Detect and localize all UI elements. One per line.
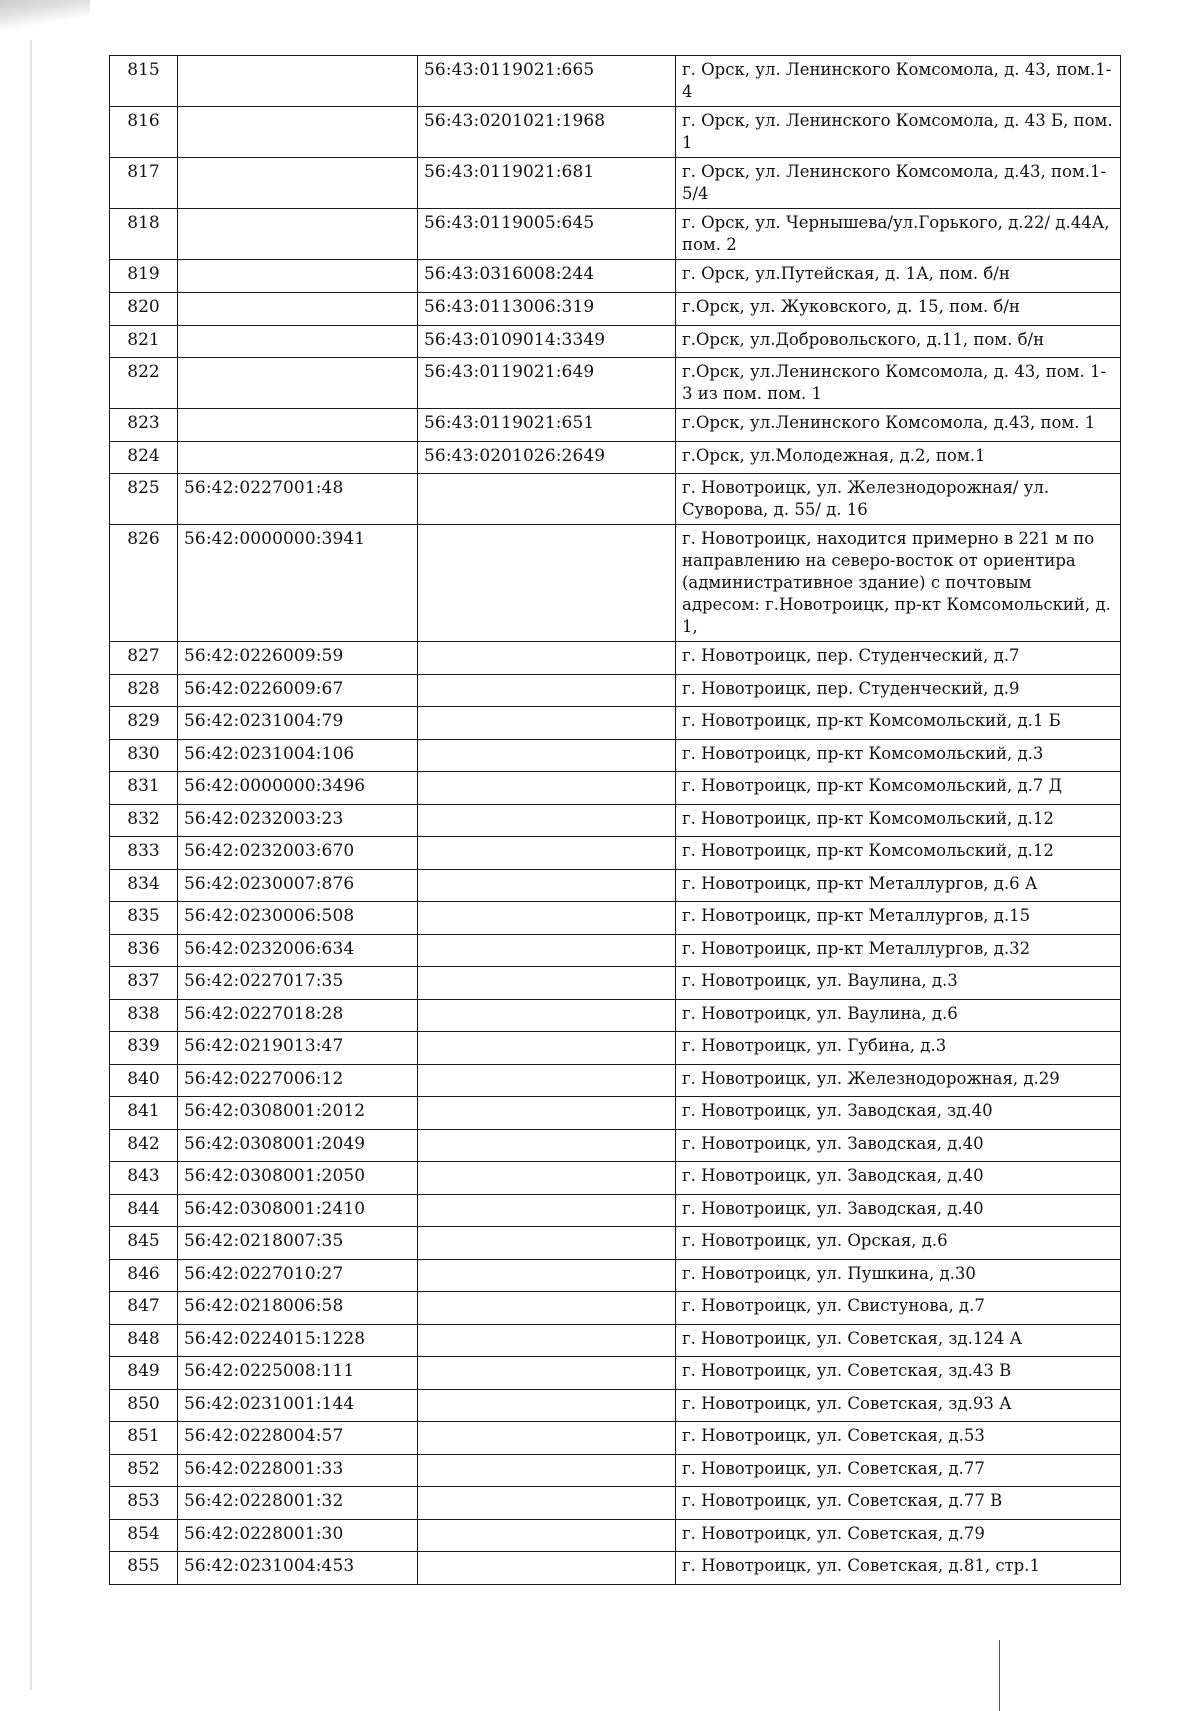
premises-cadastral-number-cell [418,1260,676,1292]
address-cell: г. Новотроицк, ул. Советская, д.77 В [676,1487,1121,1520]
address-cell: г. Новотроицк, ул. Ваулина, д.3 [676,967,1121,1000]
table-row [110,1390,1121,1422]
row-number-cell: 838 [110,1000,178,1032]
row-number-cell: 846 [110,1260,178,1292]
cadastral-number-cell: 56:42:0227017:35 [178,967,418,1000]
address-cell: г. Новотроицк, ул. Ваулина, д.6 [676,1000,1121,1032]
row-number-cell: 835 [110,902,178,935]
address-cell: г. Новотроицк, ул. Заводская, д.40 [676,1195,1121,1227]
table-row [110,707,1121,740]
row-number-cell: 819 [110,260,178,293]
row-number-cell: 832 [110,805,178,837]
cadastral-number-cell: 56:42:0231004:453 [178,1552,418,1585]
premises-cadastral-number-cell [418,870,676,902]
row-number-cell: 845 [110,1227,178,1260]
address-cell: г. Новотроицк, ул. Советская, зд.43 В [676,1357,1121,1390]
cadastral-number-cell: 56:42:0225008:111 [178,1357,418,1390]
cadastral-number-cell: 56:42:0308001:2012 [178,1097,418,1130]
row-number-cell: 827 [110,642,178,675]
cadastral-number-cell [178,56,418,107]
row-number-cell: 840 [110,1065,178,1097]
row-number-cell: 822 [110,358,178,409]
row-number-cell: 843 [110,1162,178,1195]
premises-cadastral-number-cell [418,837,676,870]
row-number-cell: 824 [110,442,178,474]
address-cell: г. Новотроицк, пр-кт Комсомольский, д.3 [676,740,1121,772]
premises-cadastral-number-cell [418,1487,676,1520]
row-number-cell: 821 [110,326,178,358]
address-cell: г.Орск, ул.Ленинского Комсомола, д.43, пом. 1 [676,409,1121,442]
premises-cadastral-number-cell [418,772,676,805]
row-number-cell: 844 [110,1195,178,1227]
table-row [110,967,1121,1000]
address-cell: г. Новотроицк, ул. Заводская, д.40 [676,1130,1121,1162]
address-cell: г. Новотроицк, ул. Пушкина, д.30 [676,1260,1121,1292]
table-row [110,56,1121,107]
address-cell: г. Орск, ул. Ленинского Комсомола, д.43, пом.1-5/4 [676,158,1121,209]
premises-cadastral-number-cell: 56:43:0113006:319 [418,293,676,326]
row-number-cell: 825 [110,474,178,525]
cadastral-number-cell: 56:42:0231004:79 [178,707,418,740]
row-number-cell: 837 [110,967,178,1000]
table-row [110,409,1121,442]
cadastral-number-cell [178,293,418,326]
premises-cadastral-number-cell [418,740,676,772]
premises-cadastral-number-cell [418,1325,676,1357]
cadastral-number-cell: 56:42:0227006:12 [178,1065,418,1097]
row-number-cell: 836 [110,935,178,967]
row-number-cell: 851 [110,1422,178,1455]
row-number-cell: 834 [110,870,178,902]
address-cell: г.Орск, ул.Добровольского, д.11, пом. б/н [676,326,1121,358]
table-row [110,740,1121,772]
row-number-cell: 855 [110,1552,178,1585]
address-cell: г. Орск, ул.Путейская, д. 1А, пом. б/н [676,260,1121,293]
table-row [110,293,1121,326]
cadastral-number-cell: 56:42:0218006:58 [178,1292,418,1325]
row-number-cell: 852 [110,1455,178,1487]
table-row [110,1552,1121,1585]
address-cell: г. Орск, ул. Чернышева/ул.Горького, д.22/ д.44А, пом. 2 [676,209,1121,260]
cadastral-number-cell: 56:42:0228004:57 [178,1422,418,1455]
row-number-cell: 848 [110,1325,178,1357]
row-number-cell: 828 [110,675,178,707]
cadastral-number-cell: 56:42:0231004:106 [178,740,418,772]
premises-cadastral-number-cell: 56:43:0316008:244 [418,260,676,293]
row-number-cell: 833 [110,837,178,870]
cadastral-number-cell: 56:42:0232003:23 [178,805,418,837]
table-row [110,1455,1121,1487]
premises-cadastral-number-cell: 56:43:0109014:3349 [418,326,676,358]
table-row [110,1260,1121,1292]
premises-cadastral-number-cell [418,1000,676,1032]
table-row [110,1422,1121,1455]
cadastral-number-cell: 56:42:0226009:59 [178,642,418,675]
table-row [110,1000,1121,1032]
premises-cadastral-number-cell: 56:43:0119005:645 [418,209,676,260]
row-number-cell: 842 [110,1130,178,1162]
address-cell: г. Новотроицк, пер. Студенческий, д.9 [676,675,1121,707]
premises-cadastral-number-cell: 56:43:0119021:649 [418,358,676,409]
premises-cadastral-number-cell [418,1422,676,1455]
table-row [110,772,1121,805]
premises-cadastral-number-cell [418,1097,676,1130]
table-row [110,935,1121,967]
premises-cadastral-number-cell [418,902,676,935]
row-number-cell: 831 [110,772,178,805]
address-cell: г.Орск, ул. Жуковского, д. 15, пом. б/н [676,293,1121,326]
cadastral-number-cell [178,158,418,209]
premises-cadastral-number-cell [418,1162,676,1195]
row-number-cell: 847 [110,1292,178,1325]
cadastral-number-cell [178,358,418,409]
table-row [110,1292,1121,1325]
cadastral-number-cell: 56:42:0308001:2050 [178,1162,418,1195]
table-row [110,1520,1121,1552]
address-cell: г. Новотроицк, ул. Советская, д.77 [676,1455,1121,1487]
table-row [110,1227,1121,1260]
premises-cadastral-number-cell [418,1195,676,1227]
cadastral-number-cell: 56:42:0308001:2049 [178,1130,418,1162]
row-number-cell: 815 [110,56,178,107]
table-row [110,902,1121,935]
row-number-cell: 826 [110,525,178,642]
table-row [110,1130,1121,1162]
premises-cadastral-number-cell [418,1227,676,1260]
cadastral-number-cell: 56:42:0231001:144 [178,1390,418,1422]
table-row [110,1032,1121,1065]
cadastral-number-cell [178,260,418,293]
cadastral-number-cell: 56:42:0228001:30 [178,1520,418,1552]
cadastral-number-cell: 56:42:0232006:634 [178,935,418,967]
address-cell: г. Новотроицк, ул. Советская, зд.124 А [676,1325,1121,1357]
premises-cadastral-number-cell [418,967,676,1000]
table-row [110,1325,1121,1357]
cadastral-number-cell: 56:42:0000000:3941 [178,525,418,642]
table-row [110,1195,1121,1227]
row-number-cell: 841 [110,1097,178,1130]
premises-cadastral-number-cell: 56:43:0119021:681 [418,158,676,209]
address-cell: г. Новотроицк, пр-кт Металлургов, д.32 [676,935,1121,967]
row-number-cell: 816 [110,107,178,158]
address-cell: г.Орск, ул.Молодежная, д.2, пом.1 [676,442,1121,474]
address-cell: г.Орск, ул.Ленинского Комсомола, д. 43, пом. 1-3 из пом. пом. 1 [676,358,1121,409]
address-cell: г. Новотроицк, ул. Советская, зд.93 А [676,1390,1121,1422]
premises-cadastral-number-cell [418,1390,676,1422]
premises-cadastral-number-cell: 56:43:0119021:665 [418,56,676,107]
address-cell: г. Новотроицк, ул. Советская, д.53 [676,1422,1121,1455]
row-number-cell: 849 [110,1357,178,1390]
cadastral-number-cell: 56:42:0232003:670 [178,837,418,870]
cadastral-number-cell: 56:42:0226009:67 [178,675,418,707]
table-row [110,358,1121,409]
registry-table-body [110,56,1121,1585]
table-row [110,1162,1121,1195]
premises-cadastral-number-cell [418,474,676,525]
table-row [110,260,1121,293]
cadastral-number-cell: 56:42:0000000:3496 [178,772,418,805]
table-row [110,870,1121,902]
cadastral-number-cell: 56:42:0228001:32 [178,1487,418,1520]
table-row [110,1357,1121,1390]
premises-cadastral-number-cell [418,525,676,642]
premises-cadastral-number-cell [418,1357,676,1390]
cadastral-number-cell: 56:42:0308001:2410 [178,1195,418,1227]
table-row [110,525,1121,642]
cadastral-number-cell [178,326,418,358]
scan-corner-mark [0,0,90,30]
premises-cadastral-number-cell [418,935,676,967]
table-row [110,675,1121,707]
address-cell: г. Новотроицк, ул. Железнодорожная, д.29 [676,1065,1121,1097]
premises-cadastral-number-cell [418,1552,676,1585]
premises-cadastral-number-cell [418,642,676,675]
table-row [110,1097,1121,1130]
premises-cadastral-number-cell [418,805,676,837]
premises-cadastral-number-cell [418,707,676,740]
address-cell: г. Новотроицк, ул. Советская, д.79 [676,1520,1121,1552]
table-row [110,474,1121,525]
scan-fold-line [999,1640,1000,1711]
premises-cadastral-number-cell: 56:43:0201026:2649 [418,442,676,474]
table-row [110,1487,1121,1520]
address-cell: г. Новотроицк, ул. Заводская, д.40 [676,1162,1121,1195]
cadastral-number-cell [178,409,418,442]
row-number-cell: 820 [110,293,178,326]
cadastral-number-cell: 56:42:0224015:1228 [178,1325,418,1357]
address-cell: г. Новотроицк, ул. Орская, д.6 [676,1227,1121,1260]
premises-cadastral-number-cell [418,1032,676,1065]
row-number-cell: 853 [110,1487,178,1520]
table-row [110,805,1121,837]
premises-cadastral-number-cell: 56:43:0201021:1968 [418,107,676,158]
premises-cadastral-number-cell [418,1130,676,1162]
address-cell: г. Орск, ул. Ленинского Комсомола, д. 43 Б, пом. 1 [676,107,1121,158]
cadastral-number-cell [178,107,418,158]
premises-cadastral-number-cell [418,1065,676,1097]
address-cell: г. Орск, ул. Ленинского Комсомола, д. 43, пом.1-4 [676,56,1121,107]
property-registry-table [109,55,1121,1585]
table-row [110,837,1121,870]
address-cell: г. Новотроицк, находится примерно в 221 м по направлению на северо-восток от ориентира (административное здание) с почтовым адресом: г.Новотроицк, пр-кт Комсомольский, д. 1, [676,525,1121,642]
row-number-cell: 830 [110,740,178,772]
address-cell: г. Новотроицк, ул. Свистунова, д.7 [676,1292,1121,1325]
cadastral-number-cell: 56:42:0218007:35 [178,1227,418,1260]
address-cell: г. Новотроицк, пер. Студенческий, д.7 [676,642,1121,675]
table-row [110,158,1121,209]
premises-cadastral-number-cell [418,1520,676,1552]
premises-cadastral-number-cell [418,1292,676,1325]
address-cell: г. Новотроицк, пр-кт Металлургов, д.15 [676,902,1121,935]
address-cell: г. Новотроицк, ул. Заводская, зд.40 [676,1097,1121,1130]
address-cell: г. Новотроицк, пр-кт Комсомольский, д.12 [676,805,1121,837]
table-row [110,642,1121,675]
row-number-cell: 818 [110,209,178,260]
cadastral-number-cell [178,209,418,260]
premises-cadastral-number-cell [418,1455,676,1487]
cadastral-number-cell: 56:42:0219013:47 [178,1032,418,1065]
row-number-cell: 839 [110,1032,178,1065]
address-cell: г. Новотроицк, ул. Железнодорожная/ ул. Суворова, д. 55/ д. 16 [676,474,1121,525]
address-cell: г. Новотроицк, пр-кт Металлургов, д.6 А [676,870,1121,902]
table-row [110,326,1121,358]
row-number-cell: 817 [110,158,178,209]
cadastral-number-cell: 56:42:0227010:27 [178,1260,418,1292]
cadastral-number-cell: 56:42:0230006:508 [178,902,418,935]
address-cell: г. Новотроицк, ул. Губина, д.3 [676,1032,1121,1065]
scan-left-edge [30,40,32,1690]
address-cell: г. Новотроицк, пр-кт Комсомольский, д.1 Б [676,707,1121,740]
cadastral-number-cell [178,442,418,474]
cadastral-number-cell: 56:42:0227018:28 [178,1000,418,1032]
row-number-cell: 823 [110,409,178,442]
address-cell: г. Новотроицк, пр-кт Комсомольский, д.7 Д [676,772,1121,805]
table-row [110,107,1121,158]
cadastral-number-cell: 56:42:0228001:33 [178,1455,418,1487]
premises-cadastral-number-cell [418,675,676,707]
row-number-cell: 850 [110,1390,178,1422]
row-number-cell: 854 [110,1520,178,1552]
address-cell: г. Новотроицк, пр-кт Комсомольский, д.12 [676,837,1121,870]
row-number-cell: 829 [110,707,178,740]
table-row [110,442,1121,474]
premises-cadastral-number-cell: 56:43:0119021:651 [418,409,676,442]
cadastral-number-cell: 56:42:0227001:48 [178,474,418,525]
address-cell: г. Новотроицк, ул. Советская, д.81, стр.1 [676,1552,1121,1585]
table-row [110,209,1121,260]
table-row [110,1065,1121,1097]
cadastral-number-cell: 56:42:0230007:876 [178,870,418,902]
